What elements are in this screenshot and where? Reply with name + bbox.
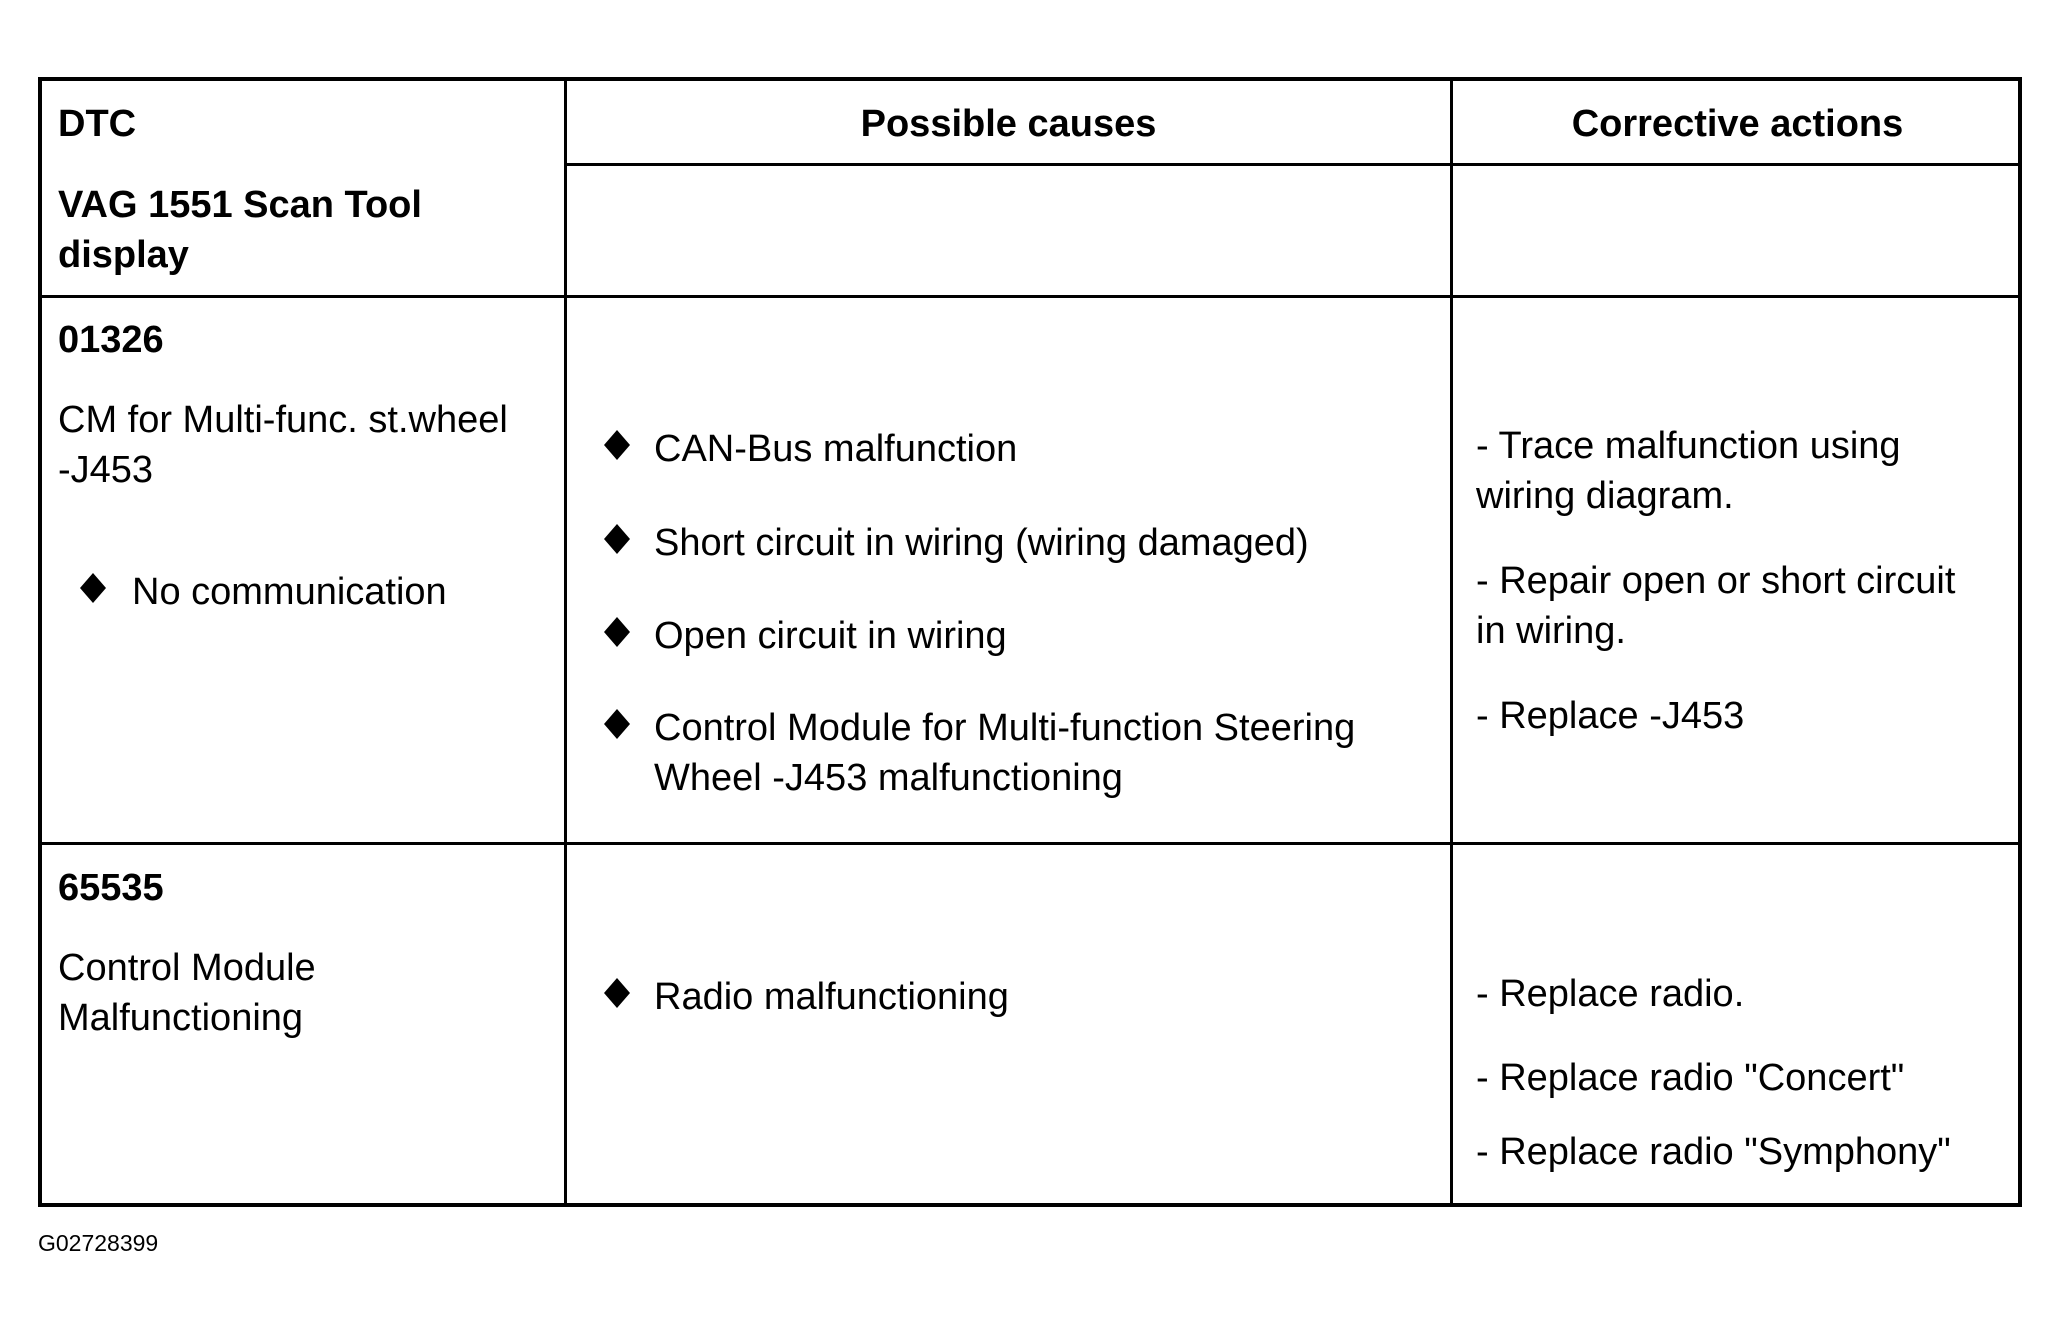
- dtc-sub-item: No communication: [132, 571, 447, 613]
- figure-id: G02728399: [38, 1230, 159, 1256]
- action-item-continued: wiring diagram.: [1476, 475, 1734, 517]
- diamond-bullet-icon: [602, 617, 632, 647]
- action-item: - Replace radio.: [1476, 973, 1745, 1015]
- cause-item: Open circuit in wiring: [654, 615, 1007, 657]
- diamond-bullet-icon: [602, 709, 632, 739]
- header-possible-causes: Possible causes: [860, 103, 1157, 145]
- action-item: - Repair open or short circuit: [1476, 560, 1956, 602]
- diamond-bullet-icon: [602, 978, 632, 1008]
- header-scan-tool-line2: display: [58, 234, 189, 276]
- action-item-continued: in wiring.: [1476, 610, 1626, 652]
- header-bottom-divider: [42, 295, 2018, 298]
- cause-item: CAN-Bus malfunction: [654, 428, 1018, 470]
- dtc-code: 65535: [58, 867, 164, 909]
- header-subdivider: [564, 163, 2018, 166]
- column-divider: [564, 81, 567, 1203]
- dtc-description-line1: Control Module: [58, 947, 316, 989]
- dtc-table: [38, 77, 2022, 1207]
- header-dtc: DTC: [58, 103, 137, 145]
- header-corrective-actions: Corrective actions: [1571, 103, 1904, 145]
- dtc-description-line2: Malfunctioning: [58, 997, 304, 1039]
- dtc-code: 01326: [58, 319, 164, 361]
- cause-item-continued: Wheel -J453 malfunctioning: [654, 757, 1123, 799]
- diamond-bullet-icon: [602, 524, 632, 554]
- dtc-description-line2: -J453: [58, 449, 154, 491]
- column-divider: [1450, 81, 1453, 1203]
- action-item: - Trace malfunction using: [1476, 425, 1901, 467]
- cause-item: Radio malfunctioning: [654, 976, 1009, 1018]
- action-item: - Replace -J453: [1476, 695, 1745, 737]
- cause-item: Short circuit in wiring (wiring damaged): [654, 522, 1309, 564]
- action-item: - Replace radio "Symphony": [1476, 1131, 1951, 1173]
- dtc-description-line1: CM for Multi-func. st.wheel: [58, 399, 508, 441]
- diamond-bullet-icon: [78, 573, 108, 603]
- row-divider: [42, 842, 2018, 845]
- cause-item: Control Module for Multi-function Steering: [654, 707, 1356, 749]
- action-item: - Replace radio "Concert": [1476, 1057, 1905, 1099]
- diamond-bullet-icon: [602, 430, 632, 460]
- header-scan-tool-line1: VAG 1551 Scan Tool: [58, 184, 422, 226]
